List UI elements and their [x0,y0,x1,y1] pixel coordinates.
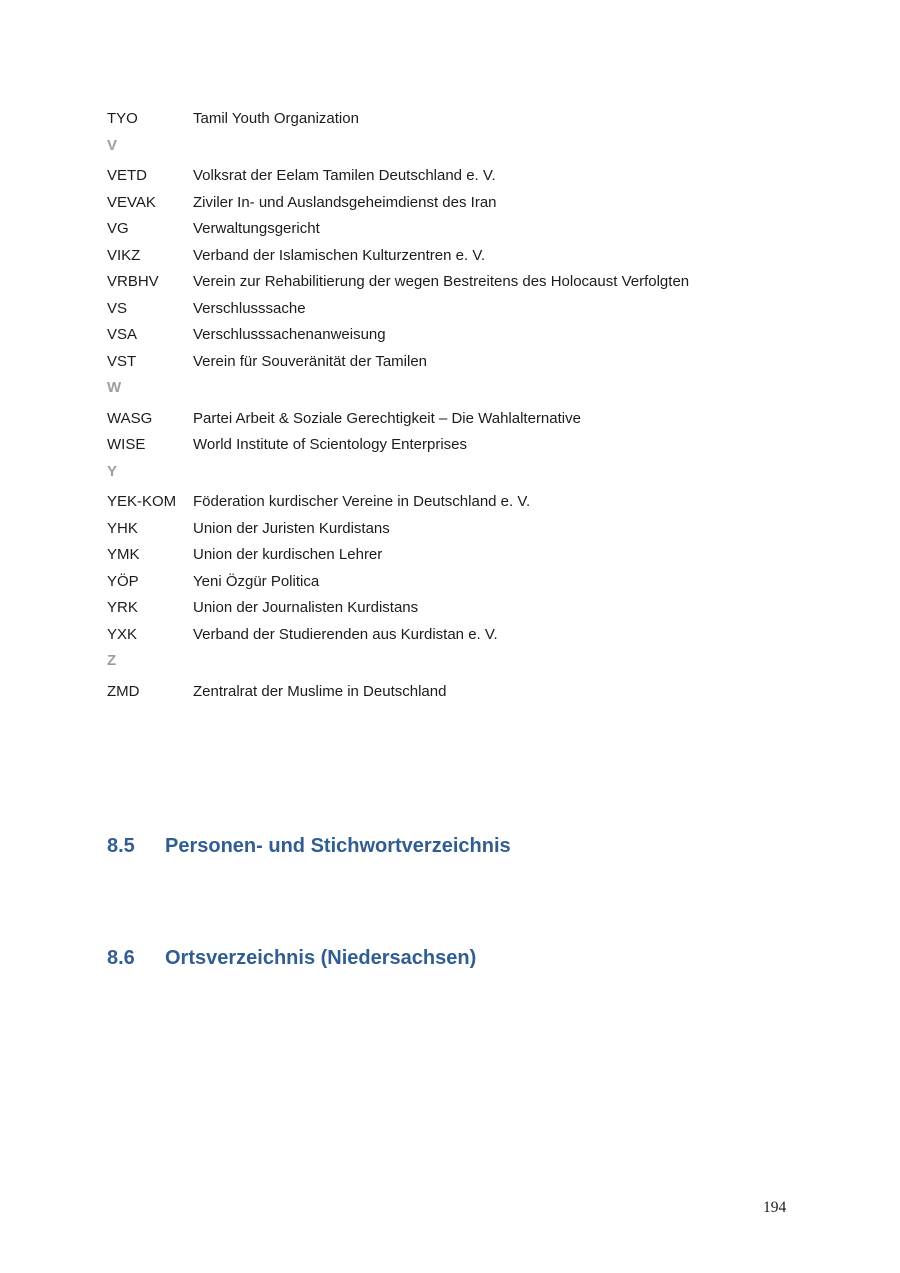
abbreviation: VEVAK [107,193,156,211]
glossary-row [107,296,807,323]
section-letter: V [107,136,118,154]
abbreviation: VST [107,352,137,370]
glossary-row [107,542,807,569]
abbreviation: VG [107,220,129,237]
definition: Verein zur Rehabilitierung der wegen Bestreitens des Holocaust Verfolgten [193,273,690,290]
glossary-row [107,432,807,459]
section-title: Personen- und Stichwortverzeichnis [165,835,511,857]
glossary-row [107,190,807,217]
section-letter: Y [107,462,118,480]
section-number: 8.5 [107,835,135,857]
abbreviation: VETD [107,167,148,184]
definition: Verein für Souveränität der Tamilen [193,352,428,370]
definition: Partei Arbeit & Soziale Gerechtigkeit – Die Wahlalternative [193,409,581,427]
definition: Verband der Islamischen Kulturzentren e. V. [193,246,486,264]
definition: Zentralrat der Muslime in Deutschland [193,682,447,700]
section-headings [107,833,807,972]
definition: Ziviler In- und Auslandsgeheimdienst des Iran [193,193,497,211]
definition: Verband der Studierenden aus Kurdistan e. V. [193,625,498,643]
abbreviation: VSA [107,326,138,343]
abbreviation: YHK [107,519,138,537]
glossary-row [107,569,807,596]
glossary-row [107,322,807,349]
glossary-row [107,163,807,190]
abbreviation: VS [107,299,128,317]
definition: Union der Journalisten Kurdistans [193,599,419,616]
glossary-row [107,595,807,622]
abbreviation: YÖP [107,572,139,590]
section-letter: W [107,379,122,396]
glossary-row [107,406,807,433]
glossary-row [107,216,807,243]
abbreviation: YRK [107,599,138,616]
section-heading-8-5 [107,833,807,860]
glossary-row [107,489,807,516]
definition: Yeni Özgür Politica [193,572,320,590]
section-heading-8-6 [107,945,807,972]
abbreviation-glossary [107,106,807,705]
definition: Verschlusssachenanweisung [193,326,386,343]
glossary-letter-row [107,648,807,675]
glossary-row [107,679,807,706]
section-title: Ortsverzeichnis (Niedersachsen) [165,947,477,969]
definition: Tamil Youth Organization [193,110,359,127]
glossary-letter-row [107,459,807,486]
abbreviation: YEK-KOM [107,493,177,510]
abbreviation: ZMD [107,682,140,700]
glossary-row [107,243,807,270]
glossary-row [107,106,807,133]
definition: Föderation kurdischer Vereine in Deutschland e. V. [193,493,531,510]
glossary-letter-row [107,375,807,402]
glossary-letter-row [107,133,807,160]
abbreviation: YMK [107,546,140,563]
glossary-row [107,269,807,296]
section-letter: Z [107,652,117,669]
definition: Verwaltungsgericht [193,220,320,237]
glossary-row [107,349,807,376]
abbreviation: VRBHV [107,273,159,290]
abbreviation: WASG [107,409,153,427]
abbreviation: YXK [107,625,138,643]
definition: Union der kurdischen Lehrer [193,546,383,563]
abbreviation: VIKZ [107,246,141,264]
abbreviation: TYO [107,110,138,127]
abbreviation: WISE [107,436,146,453]
definition: Verschlusssache [193,299,306,317]
page-number: 194 [763,1199,787,1216]
glossary-row [107,516,807,543]
section-number: 8.6 [107,947,135,969]
glossary-row [107,622,807,649]
definition: Volksrat der Eelam Tamilen Deutschland e. V. [193,167,496,184]
definition: World Institute of Scientology Enterprises [193,436,468,453]
definition: Union der Juristen Kurdistans [193,519,390,537]
